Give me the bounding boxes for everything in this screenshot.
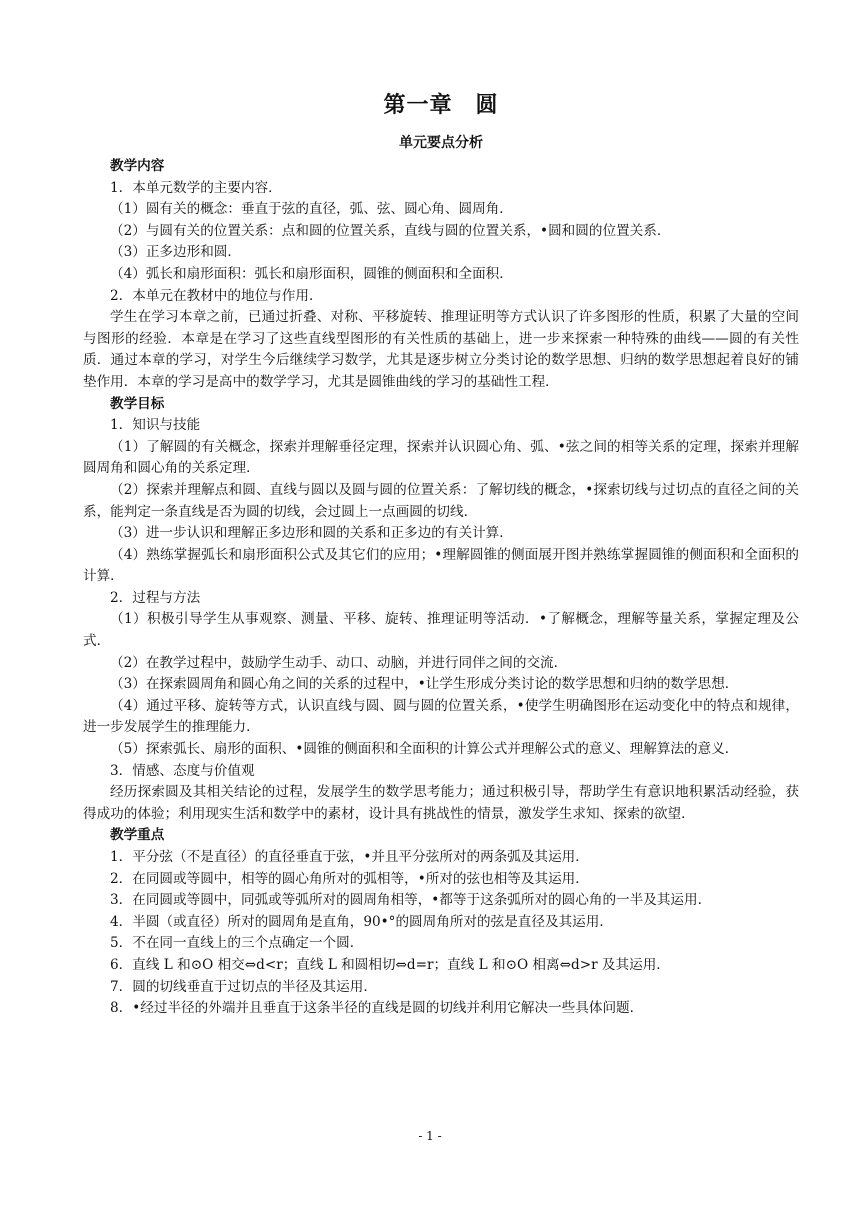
chapter-title: 第一章 圆 bbox=[383, 92, 499, 118]
focus-line: 1．平分弦（不是直径）的直径垂直于弦，•并且平分弦所对的两条弧及其运用． bbox=[110, 849, 589, 865]
content-line: 2．本单元在教材中的地位与作用． bbox=[110, 287, 323, 304]
content-line: 1．本单元数学的主要内容． bbox=[110, 179, 282, 196]
heading-teaching-goals: 教学目标 bbox=[110, 395, 165, 412]
goal-line: （3）进一步认识和理解正多边形和圆的关系和正多边的有关计算． bbox=[110, 525, 513, 542]
content-line: （4）弧长和扇形面积：弧长和扇形面积，圆锥的侧面积和全面积． bbox=[110, 265, 513, 282]
content-paragraph: 学生在学习本章之前，已通过折叠、对称、平移旋转、推理证明等方式认识了许多图形的性质，积累了大量的空间与图形的经验．本章是在学习了这些直线型图形的有关性质的基础上，进一步来探索一种特殊的曲线——圆的有关性质．通过本章的学习，对学生今后继续学习数学，尤其是逐步树立分类讨论的数学思想、归纳的数学思想起着良好的铺垫作用．本章的学习是高中的数学学习，尤其是圆锥曲线的学习的基础性工程． bbox=[83, 309, 799, 390]
goal-line: （4）通过平移、旋转等方式，认识直线与圆、圆与圆的位置关系，•使学生明确图形在运动变化中的特点和规律，进一步发展学生的推理能力． bbox=[83, 697, 799, 736]
goal-line: （2）探索并理解点和圆、直线与圆以及圆与圆的位置关系：了解切线的概念，•探索切线与过切点的直径之间的关系，能判定一条直线是否为圆的切线，会过圆上一点画圆的切线． bbox=[83, 481, 799, 520]
heading-teaching-focus: 教学重点 bbox=[110, 827, 165, 844]
goal-line: （3）在探索圆周角和圆心角之间的关系的过程中，•让学生形成分类讨论的数学思想和归纳的数学思想． bbox=[110, 676, 739, 693]
focus-line: 8．•经过半径的外端并且垂直于这条半径的直线是圆的切线并利用它解决一些具体问题． bbox=[110, 1000, 644, 1017]
content-line: （3）正多边形和圆． bbox=[110, 244, 241, 261]
focus-line: 4．半圆（或直径）所对的圆周角是直角，90•°的圆周角所对的弦是直径及其运用． bbox=[110, 913, 613, 930]
goal-line: （1）了解圆的有关概念，探索并理解垂径定理，探索并认识圆心角、弧、•弦之间的相等关系的定理，探索并理解圆周角和圆心角的关系定理． bbox=[83, 438, 799, 477]
goal-paragraph: 经历探索圆及其相关结论的过程，发展学生的数学思考能力；通过积极引导，帮助学生有意识地积累活动经验，获得成功的体验；利用现实生活和数学中的素材，设计具有挑战性的情景，激发学生求知、探索的欲望． bbox=[83, 784, 799, 822]
heading-teaching-content: 教学内容 bbox=[110, 158, 165, 174]
goal-line: （4）熟练掌握弧长和扇形面积公式及其它们的应用；•理解圆锥的侧面展开图并熟练掌握圆锥的侧面积和全面积的计算． bbox=[83, 546, 799, 585]
focus-line: 3．在同圆或等圆中，同弧或等弧所对的圆周角相等，•都等于这条弧所对的圆心角的一半及其运用． bbox=[110, 892, 712, 909]
goal-line: 1．知识与技能 bbox=[110, 417, 201, 434]
focus-line: 6．直线 L 和⊙O 相交⇔d<r；直线 L 和圆相切⇔d=r；直线 L 和⊙O 相离⇔d>r 及其运用． bbox=[110, 956, 670, 973]
page-number: - 1 - bbox=[418, 1129, 442, 1143]
content-line: （2）与圆有关的位置关系：点和圆的位置关系，直线与圆的位置关系，•圆和圆的位置关系． bbox=[110, 222, 671, 239]
section-subtitle: 单元要点分析 bbox=[399, 135, 483, 151]
goal-line: 3．情感、态度与价值观 bbox=[110, 762, 255, 779]
goal-line: （2）在教学过程中，鼓励学生动手、动口、动脑，并进行同伴之间的交流． bbox=[110, 654, 568, 671]
focus-line: 7．圆的切线垂直于过切点的半径及其运用． bbox=[110, 978, 377, 995]
goal-line: （1）积极引导学生从事观察、测量、平移、旋转、推理证明等活动．•了解概念，理解等量关系，掌握定理及公式． bbox=[83, 611, 799, 650]
goal-line: （5）探索弧长、扇形的面积、•圆锥的侧面积和全面积的计算公式并理解公式的意义、理解算法的意义． bbox=[110, 741, 739, 758]
focus-line: 5．不在同一直线上的三个点确定一个圆． bbox=[110, 935, 364, 952]
page-content bbox=[83, 90, 799, 1020]
goal-line: 2．过程与方法 bbox=[110, 589, 201, 606]
focus-line: 2．在同圆或等圆中，相等的圆心角所对的弧相等，•所对的弦也相等及其运用． bbox=[110, 870, 589, 887]
content-line: （1）圆有关的概念：垂直于弦的直径，弧、弦、圆心角、圆周角． bbox=[110, 201, 513, 218]
